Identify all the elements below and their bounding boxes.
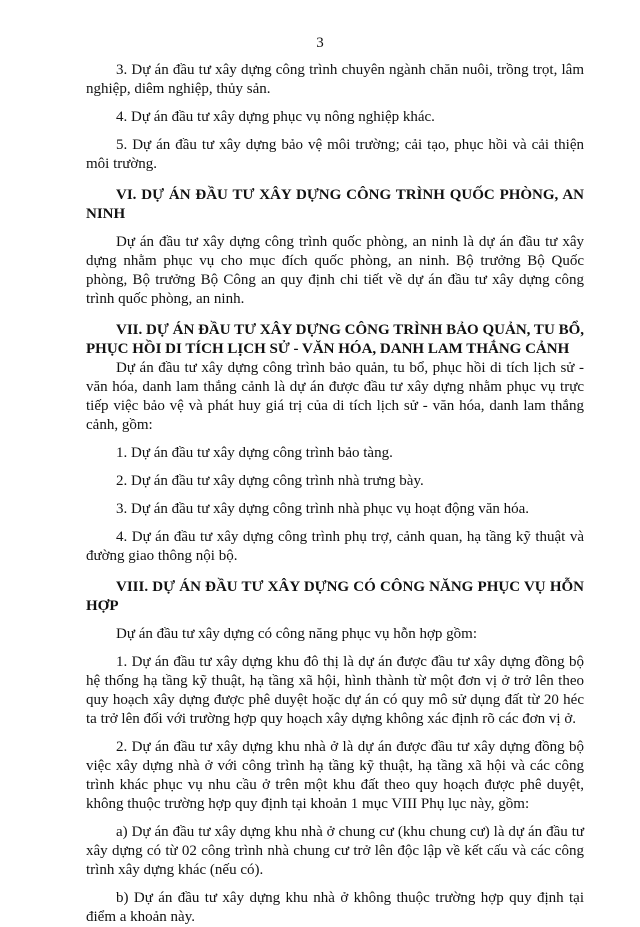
list-item: a) Dự án đầu tư xây dựng khu nhà ở chung cư (khu chung cư) là dự án đầu tư xây dựng có từ 02 công trình nhà chung cư trở lên độc lập về kết cấu và các công trình xây dựng khác (nếu có).	[86, 824, 584, 878]
list-item: 4. Dự án đầu tư xây dựng công trình phụ trợ, cảnh quan, hạ tầng kỹ thuật và đường giao thông nội bộ.	[86, 529, 584, 564]
list-item: 3. Dự án đầu tư xây dựng công trình nhà phục vụ hoạt động văn hóa.	[116, 501, 530, 517]
paragraph: 5. Dự án đầu tư xây dựng bảo vệ môi trường; cải tạo, phục hồi và cải thiện môi trường.	[86, 137, 584, 172]
list-item: 1. Dự án đầu tư xây dựng khu đô thị là dự án được đầu tư xây dựng đồng bộ hệ thống hạ tầng kỹ thuật, hạ tầng xã hội, hình thành từ một đơn vị ở trở lên theo quy hoạch xây dựng được phê duyệt hoặc dự án có quy mô sử dụng đất từ 20 héc ta trở lên đối với trường hợp quy hoạch xây dựng không xác định rõ các đơn vị ở.	[86, 654, 584, 727]
paragraph: 4. Dự án đầu tư xây dựng phục vụ nông nghiệp khác.	[116, 109, 435, 125]
section-heading-vii: VII. DỰ ÁN ĐẦU TƯ XÂY DỰNG CÔNG TRÌNH BẢO QUẢN, TU BỔ, PHỤC HỒI DI TÍCH LỊCH SỬ - VĂN HÓA, DANH LAM THẮNG CẢNH	[86, 322, 584, 357]
paragraph: 3. Dự án đầu tư xây dựng công trình chuyên ngành chăn nuôi, trồng trọt, lâm nghiệp, diêm nghiệp, thủy sản.	[86, 62, 584, 97]
paragraph: Dự án đầu tư xây dựng có công năng phục vụ hỗn hợp gồm:	[116, 626, 478, 642]
section-heading-viii: VIII. DỰ ÁN ĐẦU TƯ XÂY DỰNG CÓ CÔNG NĂNG PHỤC VỤ HỖN HỢP	[86, 579, 584, 614]
paragraph: Dự án đầu tư xây dựng công trình bảo quản, tu bổ, phục hồi di tích lịch sử - văn hóa, danh lam thắng cảnh là dự án được đầu tư xây dựng nhằm phục vụ trực tiếp việc bảo vệ và phát huy giá trị của di tích lịch sử - văn hóa, danh lam thắng cảnh, gồm:	[86, 360, 584, 433]
page-number: 3	[316, 35, 324, 51]
list-item: 1. Dự án đầu tư xây dựng công trình bảo tàng.	[116, 445, 393, 461]
section-heading-vi: VI. DỰ ÁN ĐẦU TƯ XÂY DỰNG CÔNG TRÌNH QUỐC PHÒNG, AN NINH	[86, 187, 584, 222]
list-item: 2. Dự án đầu tư xây dựng khu nhà ở là dự án được đầu tư xây dựng đồng bộ việc xây dựng nhà ở với công trình hạ tầng kỹ thuật, hạ tầng xã hội và các công trình khác phục vụ nhu cầu ở trên một khu đất theo quy hoạch được phê duyệt, không thuộc trường hợp quy định tại khoản 1 mục VIII Phụ lục này, gồm:	[86, 739, 584, 812]
paragraph: Dự án đầu tư xây dựng công trình quốc phòng, an ninh là dự án đầu tư xây dựng nhằm phục vụ cho mục đích quốc phòng, an ninh. Bộ trưởng Bộ Quốc phòng, Bộ trưởng Bộ Công an quy định chi tiết về dự án đầu tư xây dựng công trình quốc phòng, an ninh.	[86, 234, 584, 307]
list-item: b) Dự án đầu tư xây dựng khu nhà ở không thuộc trường hợp quy định tại điểm a khoản này.	[86, 890, 584, 925]
document-body	[86, 61, 584, 927]
list-item: 2. Dự án đầu tư xây dựng công trình nhà trưng bày.	[116, 473, 424, 489]
